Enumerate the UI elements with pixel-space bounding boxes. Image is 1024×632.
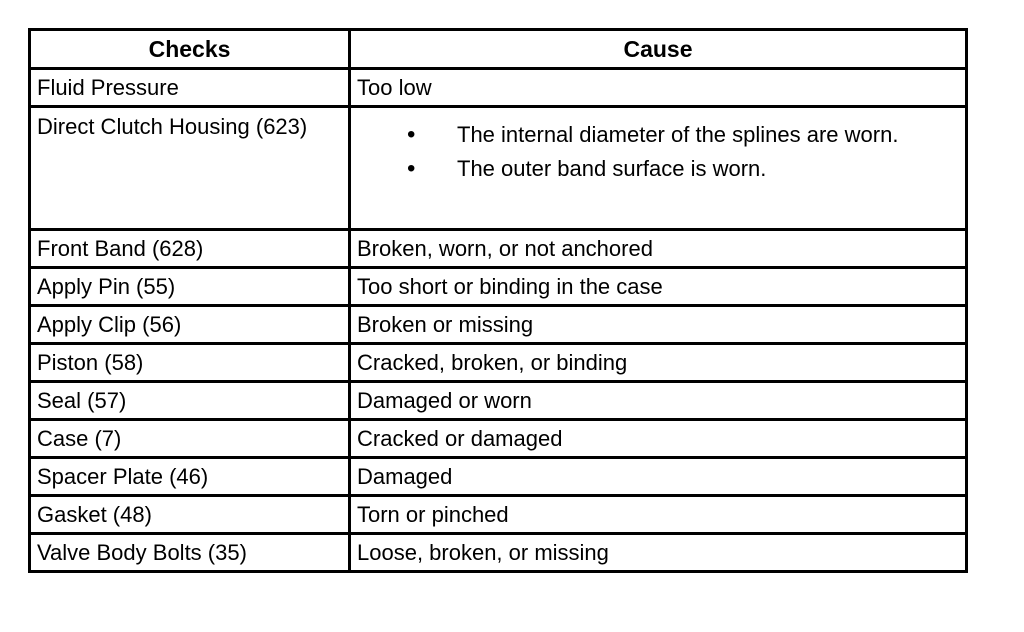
table-row <box>30 268 967 306</box>
header-cause: Cause <box>350 30 967 69</box>
cause-cell: Cracked or damaged <box>350 420 967 458</box>
cause-bullet-item: • The outer band surface is worn. <box>357 152 959 186</box>
cause-cell: Broken, worn, or not anchored <box>350 230 967 268</box>
table-row <box>30 458 967 496</box>
check-cell: Front Band (628) <box>30 230 350 268</box>
check-cell: Gasket (48) <box>30 496 350 534</box>
cause-bullet-item: • The internal diameter of the splines are worn. <box>357 118 959 152</box>
check-cell: Piston (58) <box>30 344 350 382</box>
header-row <box>30 30 967 69</box>
check-cell: Spacer Plate (46) <box>30 458 350 496</box>
checks-cause-table <box>28 28 968 573</box>
cause-cell <box>350 107 967 230</box>
check-cell: Case (7) <box>30 420 350 458</box>
cause-bullet-list <box>357 108 959 186</box>
check-cell: Direct Clutch Housing (623) <box>30 107 350 230</box>
cause-cell: Too low <box>350 69 967 107</box>
cause-cell: Too short or binding in the case <box>350 268 967 306</box>
table-row <box>30 534 967 572</box>
check-cell: Fluid Pressure <box>30 69 350 107</box>
cause-cell: Cracked, broken, or binding <box>350 344 967 382</box>
check-cell: Valve Body Bolts (35) <box>30 534 350 572</box>
table-row <box>30 69 967 107</box>
table-row <box>30 306 967 344</box>
table-row <box>30 230 967 268</box>
check-cell: Seal (57) <box>30 382 350 420</box>
table-row <box>30 344 967 382</box>
table-row <box>30 107 967 230</box>
table-row <box>30 496 967 534</box>
table-row <box>30 420 967 458</box>
check-cell: Apply Clip (56) <box>30 306 350 344</box>
cause-cell: Damaged <box>350 458 967 496</box>
cause-cell: Loose, broken, or missing <box>350 534 967 572</box>
cause-cell: Damaged or worn <box>350 382 967 420</box>
table-row <box>30 382 967 420</box>
cause-cell: Broken or missing <box>350 306 967 344</box>
header-checks: Checks <box>30 30 350 69</box>
check-cell: Apply Pin (55) <box>30 268 350 306</box>
cause-cell: Torn or pinched <box>350 496 967 534</box>
